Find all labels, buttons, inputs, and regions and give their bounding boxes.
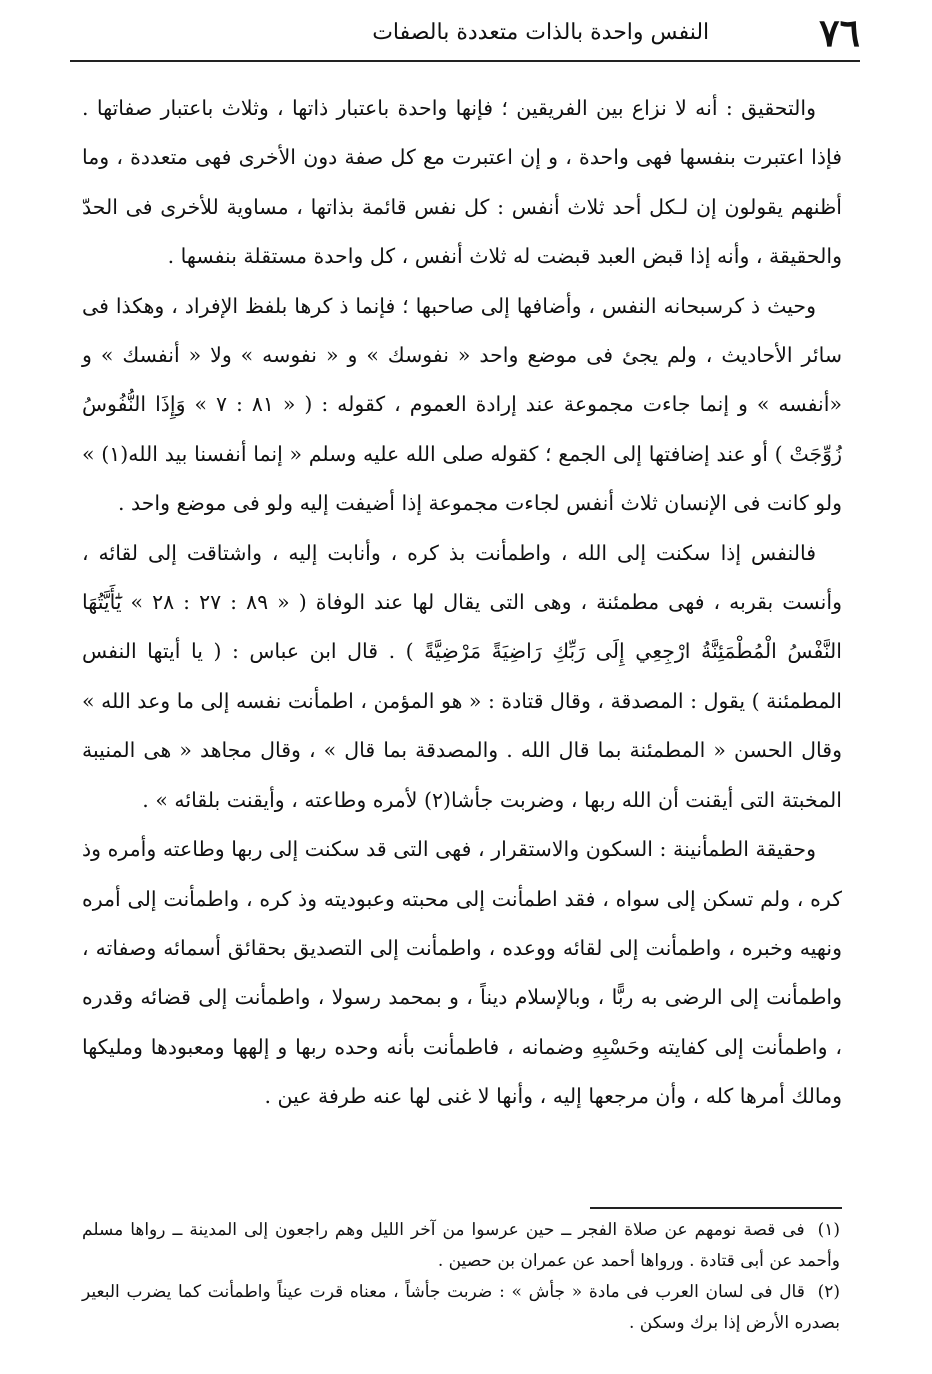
paragraph: وحقيقة الطمأنينة : السكون والاستقرار ، فهى التى قد سكنت إلى ربها وطاعته وأمره وذ كره ، ولم تسكن إلى سواه ، فقد اطمأنت إلى محبته وعبوديته وذ كره ، واطمأنت إلى أمره ونهيه وخبره ، واطمأنت إلى لقائه ووعده ، واطمأنت إلى التصديق بحقائق أسمائه وصفاته ، واطمأنت إلى الرضى به ربًّا ، وبالإسلام ديناً ، و بمحمد رسولا ، واطمأنت إلى قضائه وقدره ، واطمأنت إلى كفايته وحَسْبِهِ وضمانه ، فاطمأنت بأنه وحده ربها و إلهها ومعبودها ومليكها ومالك أمرها كله ، وأن مرجعها إليه ، وأنها لا غنى لها عنه طرفة عين . [82,837,842,1109]
footnote-text: فى قصة نومهم عن صلاة الفجر ــ حين عرسوا من آخر الليل وهم راجعون إلى المدينة ــ رواها مسلم وأحمد عن أبى قتادة . ورواها أحمد عن عمران بن حصين . [82,1220,840,1271]
footnote-divider [590,1207,842,1209]
footnote-text: قال فى لسان العرب فى مادة « جأش » : ضربت جأشاً ، معناه قرت عيناً واطمأنت كما يضرب البعير بصدره الأرض إذا برك وسكن . [82,1282,840,1333]
footnote [82,1277,840,1339]
paragraph: فالنفس إذا سكنت إلى الله ، واطمأنت بذ كره ، وأنابت إليه ، واشتاقت إلى لقائه ، وأنست بقربه ، فهى مطمئنة ، وهى التى يقال لها عند الوفاة ( « ٨٩ : ٢٧ : ٢٨ » يَٰٓأَيَّتُهَا النَّفْسُ الْمُطْمَئِنَّةُ ارْجِعِي إِلَى رَبِّكِ رَاضِيَةً مَرْضِيَّةً ) . قال ابن عباس : ( يا أيتها النفس المطمئنة ) يقول : المصدقة ، وقال قتادة : « هو المؤمن ، اطمأنت نفسه إلى ما وعد الله » وقال الحسن « المطمئنة بما قال الله . والمصدقة بما قال » ، وقال مجاهد « هى المنيبة المخبتة التى أيقنت أن الله ربها ، وضربت جأشا(٢) لأمره وطاعته ، وأيقنت بلقائه » . [82,540,842,812]
main-text [82,84,842,1122]
footnote [82,1215,840,1277]
header-divider [70,60,860,62]
footnote-number: (٢) [817,1282,840,1302]
footnote-number: (١) [817,1220,841,1240]
paragraph: والتحقيق : أنه لا نزاع بين الفريقين ؛ فإنها واحدة باعتبار ذاتها ، وثلاث باعتبار صفاتها . فإذا اعتبرت بنفسها فهى واحدة ، و إن اعتبرت مع كل صفة دون الأخرى فهى متعددة ، وما أظنهم يقولون إن لـكل أحد ثلاث أنفس : كل نفس قائمة بذاتها ، مساوية للأخرى فى الحدّ والحقيقة ، وأنه إذا قبض العبد قبضت له ثلاث أنفس ، كل واحدة مستقلة بنفسها . [82,96,842,269]
page-number: ٧٦ [819,9,860,55]
footnotes [82,1215,840,1339]
running-title: النفس واحدة بالذات متعددة بالصفات [372,19,710,45]
page-header [70,8,860,56]
paragraph: وحيث ذ كرسبحانه النفس ، وأضافها إلى صاحبها ؛ فإنما ذ كرها بلفظ الإفراد ، وهكذا فى سائر الأحاديث ، ولم يجئ فى موضع واحد « نفوسك » و « نفوسه » ولا « أنفسك » و «أنفسه » و إنما جاءت مجموعة عند إرادة العموم ، كقوله : ( « ٨١ : ٧ » وَإِذَا النُّفُوسُ زُوِّجَتْ ) أو عند إضافتها إلى الجمع ؛ كقوله صلى الله عليه وسلم « إنما أنفسنا بيد الله(١) » ولو كانت فى الإنسان ثلاث أنفس لجاءت مجموعة إذا أضيفت إليه ولو فى موضع واحد . [82,293,842,516]
